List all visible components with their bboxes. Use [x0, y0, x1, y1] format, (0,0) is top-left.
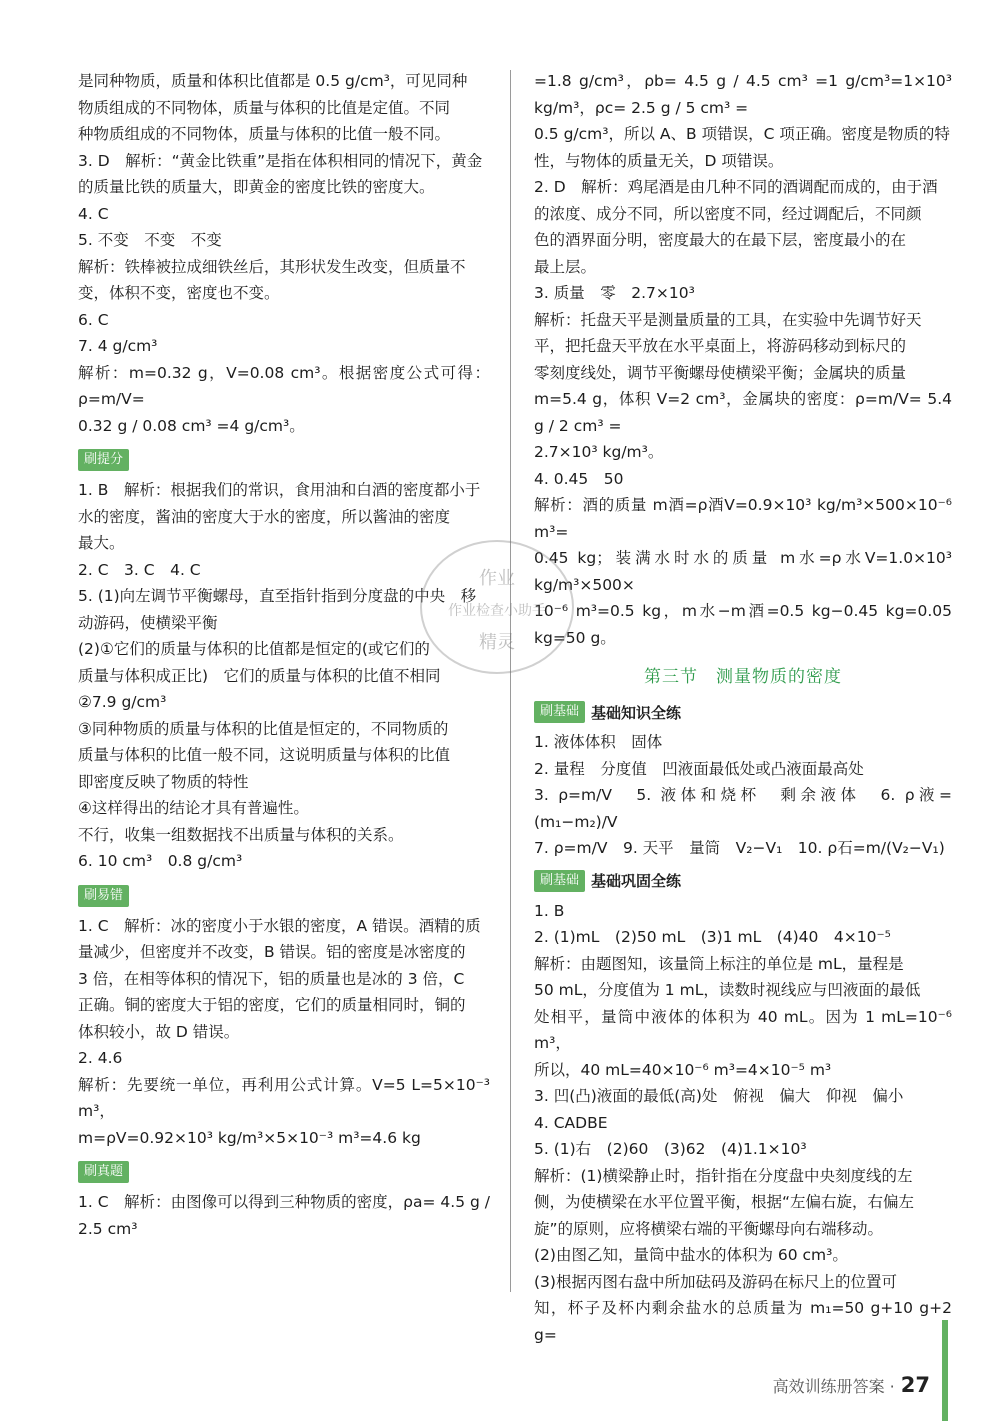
text-line: 0.5 g/cm³，所以 A、B 项错误，C 项正确。密度是物质的特: [534, 125, 950, 143]
text-line: 0.32 g / 0.08 cm³ =4 g/cm³。: [78, 416, 305, 435]
text-line: 动游码，使横梁平衡: [78, 613, 218, 632]
text-line: 2. 4.6: [78, 1049, 123, 1067]
text-line: 1. C 解析：冰的密度小于水银的密度，A 错误。酒精的质: [78, 916, 481, 935]
text-line: 所以，40 mL=40×10⁻⁶ m³=4×10⁻⁵ m³: [534, 1060, 832, 1079]
text-line: 1. B 解析：根据我们的常识，食用油和白酒的密度都小于: [78, 481, 481, 499]
right-column: [534, 68, 952, 1348]
section-title: 第三节 测量物质的密度: [644, 667, 842, 687]
tag-shua-jichu: 刷基础: [534, 870, 585, 892]
text-line: 的浓度、成分不同，所以密度不同，经过调配后，不同颜: [534, 204, 922, 223]
text-line: 最大。: [78, 534, 125, 552]
text-line: 质量与体积的比值一般不同，这说明质量与体积的比值: [78, 746, 451, 764]
column-divider: [510, 70, 511, 1292]
text-line: 物质组成的不同物体，质量与体积的比值是定值。不同: [78, 98, 451, 117]
text-line: 解析：(1)横梁静止时，指针指在分度盘中央刻度线的左: [534, 1166, 913, 1185]
left-block-4: [78, 1189, 490, 1242]
page-number: 27: [900, 1373, 930, 1397]
text-line: 平，把托盘天平放在水平桌面上，将游码移动到标尺的: [534, 337, 907, 355]
tag-shua-zhenti: 刷真题: [78, 1161, 129, 1183]
text-line: 2.7×10³ kg/m³。: [534, 443, 664, 461]
text-line: 解析：先要统一单位，再利用公式计算。V=5 L=5×10⁻³ m³，: [78, 1075, 490, 1120]
text-line: 3 倍，在相等体积的情况下，铝的质量也是冰的 3 倍，C: [78, 969, 465, 988]
text-line: (2)①它们的质量与体积的比值都是恒定的(或它们的: [78, 640, 430, 658]
text-line: 2. D 解析：鸡尾酒是由几种不同的酒调配而成的，由于酒: [534, 178, 938, 196]
footer-text: 高效训练册答案 ·: [772, 1377, 895, 1396]
text-line: 0.45 kg；装满水时水的质量 m水=ρ水V=1.0×10³ kg/m³×500×: [534, 549, 952, 594]
text-line: 最上层。: [534, 257, 597, 276]
text-line: 的质量比铁的质量大，即黄金的密度比铁的密度大。: [78, 178, 435, 196]
text-line: 解析：托盘天平是测量质量的工具，在实验中先调节好天: [534, 310, 922, 329]
text-line: 变，体积不变，密度也不变。: [78, 284, 280, 302]
tag-shua-yicuo: 刷易错: [78, 885, 129, 907]
text-line: 解析：酒的质量 m酒=ρ酒V=0.9×10³ kg/m³×500×10⁻⁶ m³=: [534, 496, 952, 541]
text-line: 3. D 解析：“黄金比铁重”是指在体积相同的情况下，黄金: [78, 151, 483, 170]
text-line: 5. (1)向左调节平衡螺母，直至指针指到分度盘的中央 移: [78, 587, 477, 605]
text-line: 解析：由题图知，该量筒上标注的单位是 mL，量程是: [534, 954, 904, 973]
text-line: (3)根据丙图右盘中所加砝码及游码在标尺上的位置可: [534, 1272, 897, 1291]
text-line: 处相平，量筒中液体的体积为 40 mL。因为 1 mL=10⁻⁶ m³，: [534, 1007, 952, 1052]
text-line: 正确。铜的密度大于铝的密度，它们的质量相同时，铜的: [78, 996, 466, 1014]
text-line: ②7.9 g/cm³: [78, 693, 167, 711]
text-line: 水的密度，酱油的密度大于水的密度，所以酱油的密度: [78, 507, 451, 526]
text-line: 3. 凹(凸)液面的最低(高)处 俯视 偏大 仰视 偏小: [534, 1087, 904, 1105]
text-line: 2. (1)mL (2)50 mL (3)1 mL (4)40 4×10⁻⁵: [534, 928, 891, 946]
text-line: 6. C: [78, 310, 109, 329]
text-line: 3. 质量 零 2.7×10³: [534, 284, 695, 302]
tag-title: 基础知识全练: [591, 703, 682, 722]
text-line: 即密度反映了物质的特性: [78, 772, 249, 791]
text-line: 质量与体积成正比) 它们的质量与体积的比值不相同: [78, 666, 441, 685]
tag-row-basic-knowledge: [534, 701, 952, 723]
text-line: 知，杯子及杯内剩余盐水的总质量为 m₁=50 g+10 g+2 g=: [534, 1299, 952, 1344]
text-line: 4. 0.45 50: [534, 469, 624, 488]
text-line: 6. 10 cm³ 0.8 g/cm³: [78, 852, 243, 870]
text-line: m=ρV=0.92×10³ kg/m³×5×10⁻³ m³=4.6 kg: [78, 1128, 421, 1147]
text-line: 2. 量程 分度值 凹液面最低处或凸液面最高处: [534, 759, 864, 778]
text-line: 1. C 解析：由图像可以得到三种物质的密度，ρa= 4.5 g / 2.5 cm³: [78, 1193, 490, 1238]
text-line: 侧，为使横梁在水平位置平衡，根据“左偏右旋，右偏左: [534, 1193, 915, 1211]
text-line: 量减少，但密度并不改变，B 错误。铝的密度是冰密度的: [78, 943, 466, 961]
tag-title: 基础巩固全练: [591, 872, 682, 890]
text-line: 50 mL，分度值为 1 mL，读数时视线应与凹液面的最低: [534, 981, 921, 999]
stamp-line: 作业检查小助手: [448, 603, 546, 619]
text-line: 种物质组成的不同物体，质量与体积的比值一般不同。: [78, 125, 451, 143]
text-line: 4. CADBE: [534, 1113, 608, 1132]
text-line: 3. ρ=m/V 5. 液体和烧杯 剩余液体 6. ρ液=(m₁−m₂)/V: [534, 786, 952, 831]
text-line: 7. 4 g/cm³: [78, 337, 158, 355]
text-line: 旋”的原则，应将横梁右端的平衡螺母向右端移动。: [534, 1219, 884, 1238]
stamp-line: 作业: [479, 568, 515, 589]
left-block-1: [78, 68, 490, 439]
text-line: 4. C: [78, 204, 109, 223]
text-line: 色的酒界面分明，密度最大的在最下层，密度最小的在: [534, 231, 907, 249]
watermark-stamp: [420, 540, 574, 674]
text-line: 5. (1)右 (2)60 (3)62 (4)1.1×10³: [534, 1140, 807, 1158]
text-line: 1. B: [534, 901, 565, 920]
left-block-2: [78, 477, 490, 875]
text-line: 解析：铁棒被拉成细铁丝后，其形状发生改变，但质量不: [78, 257, 466, 276]
text-line: 2. C 3. C 4. C: [78, 560, 201, 579]
text-line: 是同种物质，质量和体积比值都是 0.5 g/cm³，可见同种: [78, 72, 468, 90]
text-line: 5. 不变 不变 不变: [78, 231, 222, 249]
text-line: 1. 液体体积 固体: [534, 733, 663, 751]
text-line: 解析：m=0.32 g，V=0.08 cm³。根据密度公式可得：ρ=m/V=: [78, 363, 490, 408]
text-line: 性，与物体的质量无关，D 项错误。: [534, 151, 784, 170]
page-footer: [773, 1373, 930, 1397]
tag-shua-tifen: 刷提分: [78, 449, 129, 471]
text-line: 10⁻⁶ m³=0.5 kg，m水−m酒=0.5 kg−0.45 kg=0.05 kg=50 g。: [534, 602, 952, 647]
tag-row-basic-consolidation: [534, 870, 952, 892]
stamp-line: 精灵: [479, 632, 515, 653]
text-line: ③同种物质的质量与体积的比值是恒定的，不同物质的: [78, 719, 449, 738]
left-column: [78, 68, 490, 1242]
text-line: 7. ρ=m/V 9. 天平 量筒 V₂−V₁ 10. ρ石=m/(V₂−V₁): [534, 839, 945, 857]
page-edge-bar: [942, 1320, 948, 1421]
text-line: 体积较小，故 D 错误。: [78, 1022, 240, 1041]
text-line: m=5.4 g，体积 V=2 cm³，金属块的密度：ρ=m/V= 5.4 g / 2 cm³ =: [534, 390, 952, 435]
text-line: ④这样得出的结论才具有普遍性。: [78, 799, 309, 817]
text-line: (2)由图乙知，量筒中盐水的体积为 60 cm³。: [534, 1246, 848, 1264]
text-line: 零刻度线处，调节平衡螺母使横梁平衡；金属块的质量: [534, 363, 907, 382]
text-line: 不行，收集一组数据找不出质量与体积的关系。: [78, 825, 404, 844]
right-block-2: [534, 729, 952, 862]
text-line: =1.8 g/cm³，ρb= 4.5 g / 4.5 cm³ =1 g/cm³=1×10³ kg/m³，ρc= 2.5 g / 5 cm³ =: [534, 72, 952, 117]
left-block-3: [78, 913, 490, 1152]
right-block-3: [534, 898, 952, 1349]
right-block-1: [534, 68, 952, 651]
tag-shua-jichu: 刷基础: [534, 701, 585, 723]
